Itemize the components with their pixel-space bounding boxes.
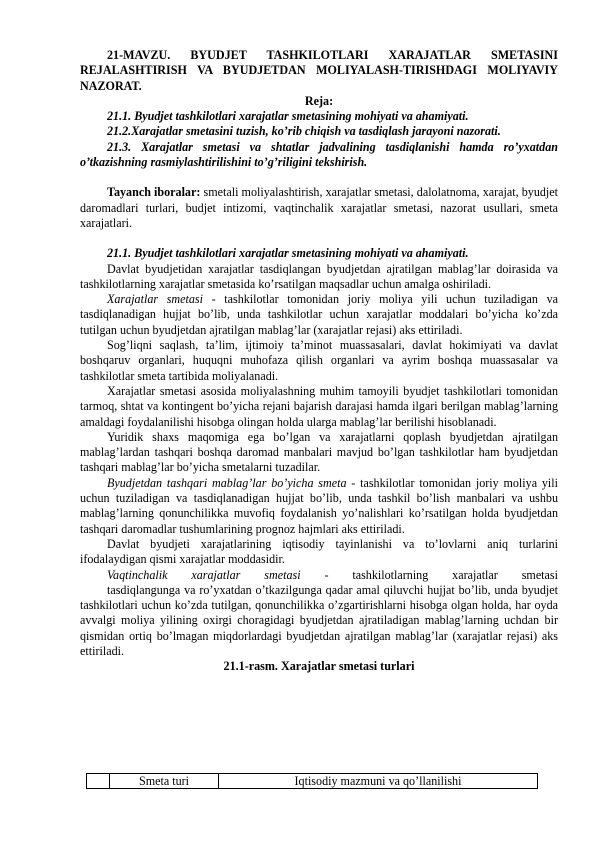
section-heading: 21.1. Byudjet tashkilotlari xarajatlar smetasining mohiyati va ahamiyati. xyxy=(107,246,469,261)
plan-heading: Reja: xyxy=(304,93,334,108)
table-header-cell-2: Smeta turi xyxy=(110,774,219,789)
figure-caption: 21.1-rasm. Xarajatlar smetasi turlari xyxy=(223,659,415,674)
keywords-label: Tayanch iboralar: xyxy=(107,185,201,200)
keywords-text: smetali moliyalashtirish, xarajatlar smetasi, dalolatnoma, xarajat, byudjet daromadlari turlari, budjet intizomi, vaqtinchalik xarajatlar smetasi, nazorat usullari, smeta xarajatlari. xyxy=(80,185,559,230)
document-title: 21-MAVZU. BYUDJET TASHKILOTLARI XARAJATLAR SMETASINI REJALASHTIRISH VA BYUDJETDAN MOLIYALASH-TIRISHDAGI MOLIYAVIY NAZORAT. xyxy=(80,48,558,93)
table-header-cell-3: Iqtisodiy mazmuni va qo’llanilishi xyxy=(219,774,538,789)
paragraph-7: Davlat byudjeti xarajatlarining iqtisodiy tayinlanishi va to’lovlarni aniq turlarini ifodalaydigan qismi xarajatlar moddasidir. xyxy=(80,536,558,567)
table-header-cell-1 xyxy=(87,774,110,789)
plan-item-1: 21.1. Byudjet tashkilotlari xarajatlar smetasining mohiyati va ahamiyati. xyxy=(107,109,469,124)
plan-item-2: 21.2.Xarajatlar smetasini tuzish, ko’rib chiqish va tasdiqlash jarayoni nazorati. xyxy=(107,124,501,139)
plan-item-3: 21.3. Xarajatlar smetasi va shtatlar jadvalining tasdiqlanishi hamda ro’yxatdan o’tkazishning rasmiylashtirilishini to’g’riligini tekshirish. xyxy=(80,139,558,170)
paragraph-4: Xarajatlar smetasi asosida moliyalashning muhim tamoyili byudjet tashkilotlari tomonidan tarmoq, shtat va kontingent bo’yicha rejani bajarish darajasi hamda ilgari berilgan mablag’larning amaldagi foydalanilishi hisobga olingan holda ularga mablag’lar berilishi hisoblanadi. xyxy=(80,383,558,429)
smeta-types-table xyxy=(86,773,538,789)
term-vaqtinchalik-smeta: Vaqtinchalik xarajatlar smetasi xyxy=(107,567,301,582)
paragraph-5: Yuridik shaxs maqomiga ega bo’lgan va xarajatlarni qoplash byudjetdan ajratilgan mablag’lardan tashqari boshqa daromad manbalari mavjud bo’lgan tashkilotlar ham byudjetdan tashqari mablag’lar bo’yicha smetalarni tuzadilar. xyxy=(80,429,558,475)
term-byudjetdan-tashqari-smeta: Byudjetdan tashqari mablag’lar bo’yicha smeta xyxy=(107,475,347,490)
paragraph-6-text: - tashkilotlar tomonidan joriy moliya yili uchun tuziladigan va tasdiqlanadigan hujjat bo’lib, unda tashkil bo’lish manbalari va ushbu mablag’larning qonunchilikka muvofiq foydalanish yo’nalishlari ko’rsatilgan holda byudjetdan tashqari daromadlar tushumlarining prognoz hajmlari aks ettiriladi. xyxy=(80,475,558,536)
term-xarajatlar-smetasi: Xarajatlar smetasi xyxy=(107,292,203,307)
paragraph-3: Sog’liqni saqlash, ta’lim, ijtimoiy ta’minot muassasalari, davlat hokimiyati va davlat boshqaruv organlari, huquqni muhofaza qilish organlari va ayrim boshqa muassasalar va tashkilotlar smeta tartibida moliyalanadi. xyxy=(80,338,558,383)
table-header-row xyxy=(87,774,538,789)
paragraph-6 xyxy=(80,476,558,537)
paragraph-8-text: - tashkilotlarning xarajatlar smetasi xyxy=(300,567,558,582)
paragraph-1: Davlat byudjetidan xarajatlar tasdiqlangan byudjetdan ajratilgan mablag’lar doirasida va tashkilotlarning xarajatlar smetasida ko’rsatilgan maqsadlar uchun amalga oshiriladi. xyxy=(80,261,558,291)
keywords-paragraph xyxy=(80,185,558,231)
document-page xyxy=(80,48,558,675)
paragraph-2 xyxy=(80,292,558,338)
paragraph-9: tasdiqlangunga va ro’yxatdan o’tkazilgunga qadar amal qiluvchi hujjat bo’lib, unda byudjet tashkilotlari uchun ko’zda tutilgan, qonunchilikka o’zgartirishlarni hisobga olgan holda, har oyda avvalgi moliya yilining oxirgi choragidagi byudjetdan ajratiladigan mablag’larning uchdan bir qismidan ortiq bo’lmagan miqdorlardagi byudjetdan ajratilgan mablag’lar (xarajatlar rejasi) aks ettiriladi. xyxy=(80,582,558,658)
paragraph-2-text: - tashkilotlar tomonidan joriy moliya yili uchun tuziladigan va tasdiqlanadigan hujjat bo’lib, unda tashkilotlar uchun xarajatlar moddalari bo’yicha ko’zda tutilgan uchun byudjetdan ajratilgan mablag’lar (xarajatlar rejasi) aks ettiriladi. xyxy=(80,292,559,337)
paragraph-8 xyxy=(80,568,558,583)
